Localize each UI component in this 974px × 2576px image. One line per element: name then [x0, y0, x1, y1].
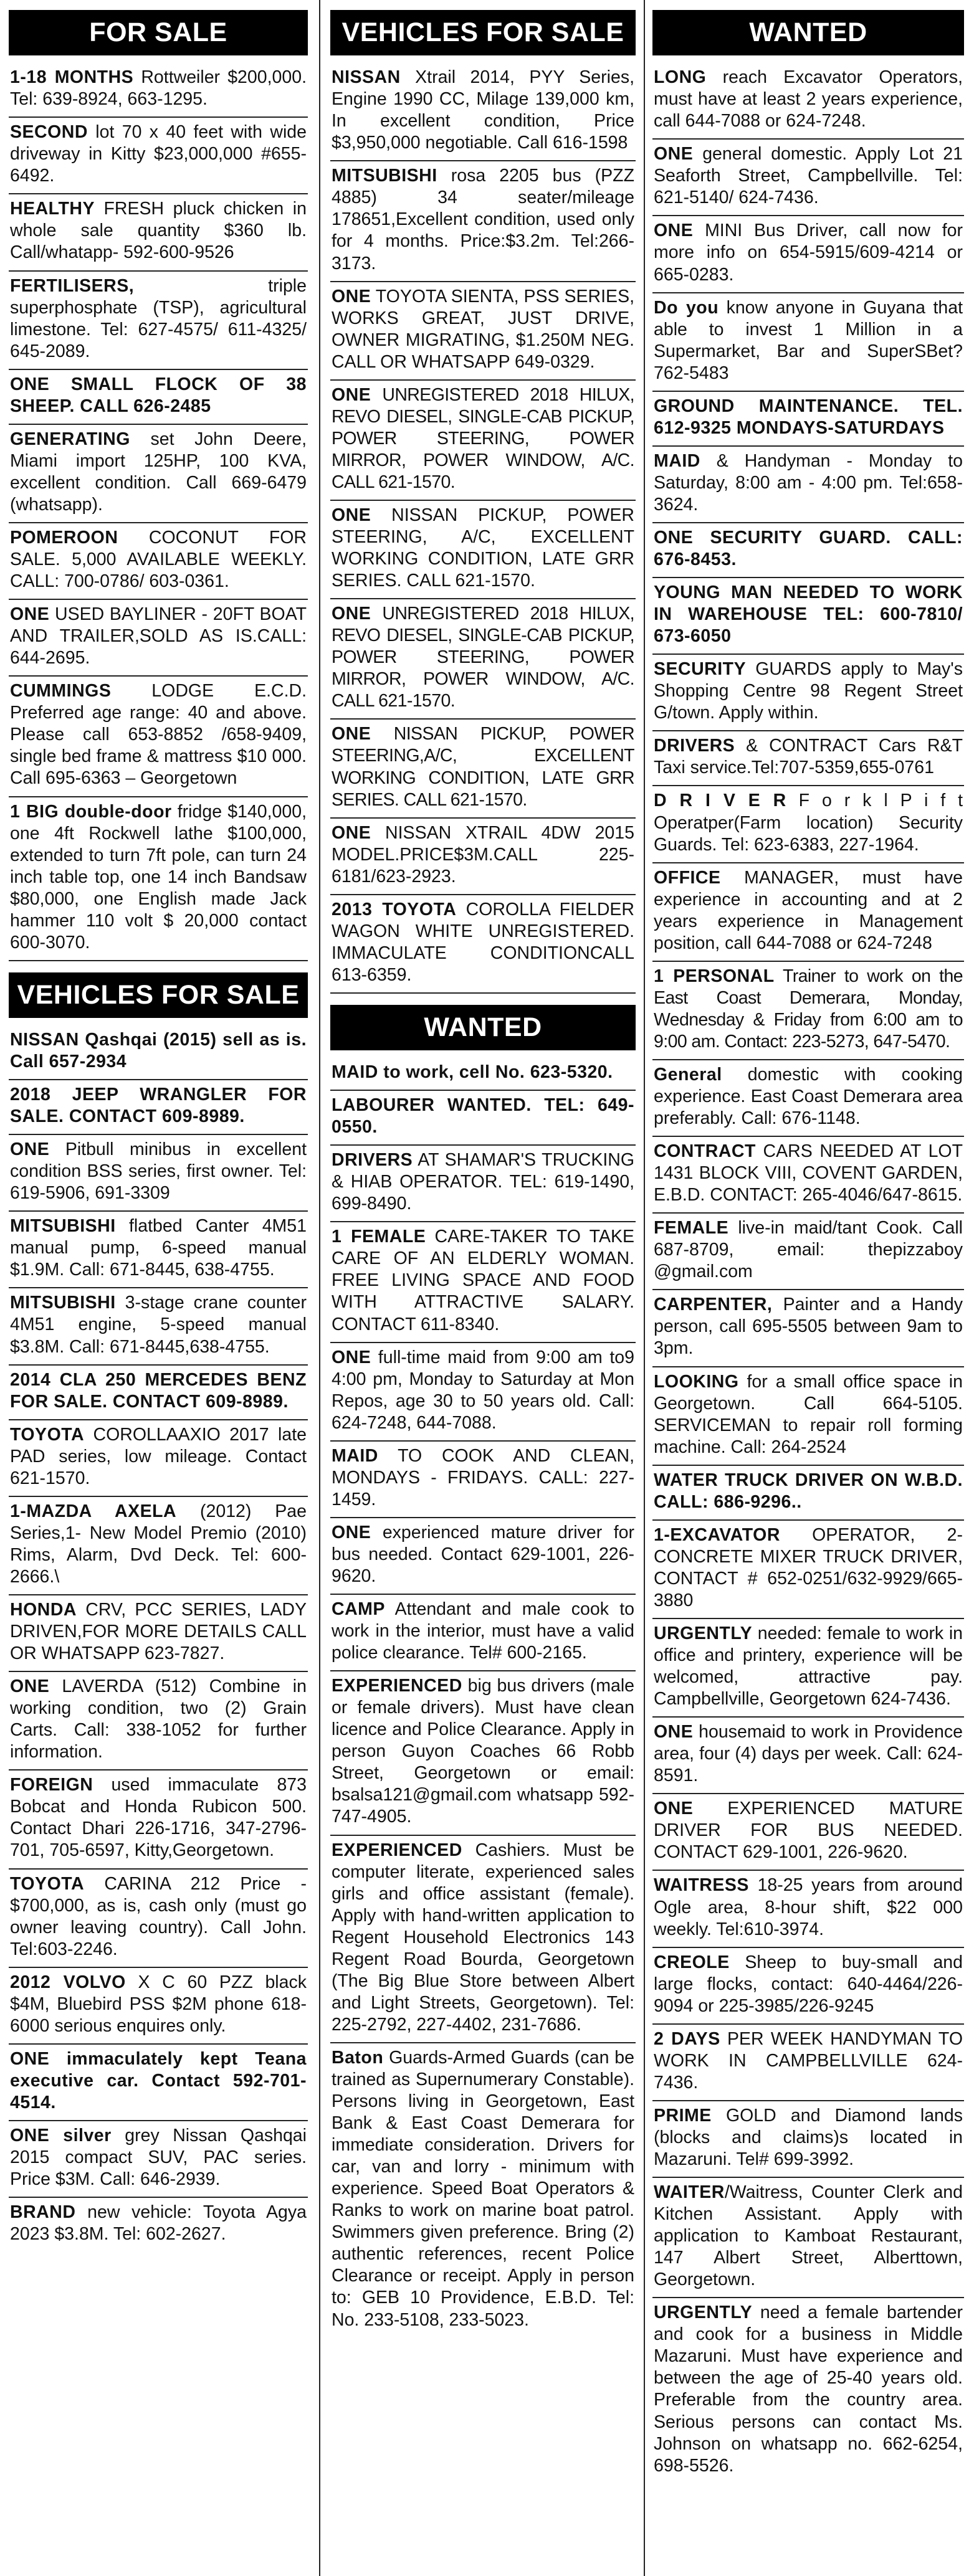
ad-body-text: housemaid to work in Providence area, four (4) days per week. Call: 624-8591.	[654, 1722, 963, 1786]
classified-ad	[652, 523, 964, 578]
ad-body-text: MINI Bus Driver, call now for more info on 654-5915/609-4214 or 665-0283.	[654, 221, 963, 285]
classified-ad	[652, 1367, 964, 1466]
ad-lead-text: ONE	[10, 604, 50, 625]
ad-body-text: LODGE E.C.D. Preferred age range: 40 and above. Please call 653-8852 /658-9409, single bed frame & mattress $10 000. Call 695-6363 – Georgetown	[10, 681, 307, 789]
ad-lead-text: 2012 VOLVO	[10, 1972, 126, 1992]
ad-body-text: CARE-TAKER TO TAKE CARE OF AN ELDERLY WOMAN. FREE LIVING SPACE AND FOOD WITH ATTRACTIVE SALARY. CONTACT 611-8340.	[332, 1227, 634, 1334]
classified-ad	[9, 523, 308, 600]
ad-lead-text: EXPERIENCED	[332, 1840, 462, 1860]
ad-lead-text: ONE	[654, 1799, 694, 1819]
ad-body-text: Painter and a Handy person, call 695-5505 between 9am to 3pm.	[654, 1295, 963, 1359]
ad-lead-text: LOOKING	[654, 1371, 739, 1392]
ad-lead-text: ONE	[10, 1139, 50, 1160]
ad-lead-text: 1 FEMALE	[332, 1227, 426, 1247]
ad-body-text: Cashiers. Must be computer literate, experienced sales girls and office assistant (female). Apply with hand-written application to Regent Household Electronics 143 Regent Road Bourda, Georgetown (The Big Blue Store between Albert and Light Streets, Georgetown). Tel: 225-2792, 227-4402, 231-7686.	[332, 1840, 634, 2035]
classified-ad	[652, 962, 964, 1060]
classified-ad	[652, 2025, 964, 2101]
ad-lead-text: FOREIGN	[10, 1775, 93, 1795]
ad-lead-text: ONE	[654, 1722, 694, 1742]
ad-body-text: reach Excavator Operators, must have at least 2 years experience, call 644-7088 or 624-7248.	[654, 67, 963, 131]
ad-lead-text: ONE	[332, 1347, 371, 1367]
classified-ad	[9, 1080, 308, 1135]
classified-ad	[9, 1288, 308, 1365]
classified-ad	[330, 63, 636, 161]
ad-body-text: NISSAN XTRAIL 4DW 2015 MODEL.PRICE$3M.CALL 225-6181/623-2923.	[332, 822, 634, 886]
ad-lead-text: ONE SMALL FLOCK OF 38 SHEEP. CALL 626-2485	[10, 374, 307, 416]
ad-lead-text: CAMP	[332, 1599, 385, 1620]
classified-ad	[652, 2178, 964, 2298]
ad-lead-text: 2018 JEEP WRANGLER FOR SALE. CONTACT 609-8989.	[10, 1085, 307, 1127]
ad-lead-text: CUMMINGS	[10, 681, 112, 701]
ad-lead-text: NISSAN Qashqai (2015) sell as is. Call 657-2934	[10, 1029, 307, 1072]
ad-lead-text: CARPENTER,	[654, 1295, 773, 1315]
ad-lead-text: BRAND	[10, 2202, 76, 2223]
ad-lead-text: YOUNG MAN NEEDED TO WORK IN WAREHOUSE TEL: 600-7810/ 673-6050	[654, 582, 963, 647]
ad-lead-text: TOYOTA	[10, 1873, 85, 1894]
ad-lead-text: WATER TRUCK DRIVER ON W.B.D. CALL: 686-9296..	[654, 1470, 963, 1512]
classified-ad	[652, 216, 964, 293]
classified-ad	[330, 895, 636, 994]
ad-body-text: LAVERDA (512) Combine in working condition, two (2) Grain Carts. Call: 338-1052 for further information.	[10, 1676, 307, 1762]
ad-body-text: GUARDS apply to May's Shopping Centre 98 Regent Street G/town. Apply within.	[654, 659, 963, 723]
classified-ad	[9, 1135, 308, 1212]
classified-ad	[330, 1146, 636, 1222]
classified-ad	[652, 2298, 964, 2483]
classified-ad	[330, 2043, 636, 2337]
ad-body-text: FRESH pluck chicken in whole sale quantity $360 lb. Call/whatapp- 592-600-9526	[10, 199, 307, 263]
section-header: FOR SALE	[9, 10, 308, 55]
ad-lead-text: MITSUBISHI	[10, 1293, 116, 1313]
classified-ad	[9, 1870, 308, 1968]
column-divider	[319, 0, 320, 2576]
classified-ad	[652, 1137, 964, 1214]
ad-body-text: used immaculate 873 Bobcat and Honda Rubicon 500. Contact Dhari 226-1716, 347-2796-701, 705-6597, Kitty,Georgetown.	[10, 1775, 307, 1861]
ad-lead-text: OFFICE	[654, 867, 721, 888]
ad-lead-text: ONE	[332, 384, 371, 405]
ad-lead-text: SECOND	[10, 122, 88, 143]
ad-lead-text: 1-MAZDA AXELA	[10, 1501, 177, 1521]
ad-body-text: CARINA 212 Price - $700,000, as is, cash only (must go owner leaving country). Call John. Tel:603-2246.	[10, 1873, 307, 1959]
ad-body-text: MANAGER, must have experience in accounting and at 2 years experience in Management position, call 644-7088 or 624-7248	[654, 867, 963, 953]
classified-ad	[652, 1948, 964, 2025]
classified-ad	[9, 1420, 308, 1497]
section-header: WANTED	[330, 1005, 636, 1050]
classified-ad	[9, 600, 308, 677]
ad-body-text: 18-25 years from around Ogle area, 8-hour shift, $22 000 weekly. Tel:610-3974.	[654, 1875, 963, 1939]
ad-body-text: Pitbull minibus in excellent condition BSS series, first owner. Tel: 619-5906, 691-3309	[10, 1139, 307, 1204]
ad-body-text: GOLD and Diamond lands (blocks and claims)s located in Mazaruni. Tel# 699-3992.	[654, 2105, 963, 2169]
column-1	[9, 0, 308, 2251]
ad-body-text: live-in maid/tant Cook. Call 687-8709, email: thepizzaboy @gmail.com	[654, 1218, 963, 1282]
ad-body-text: NISSAN PICKUP, POWER STEERING,A/C, EXCELLENT WORKING CONDITION, LATE GRR SERIES. CALL 621-1570.	[332, 724, 634, 810]
ad-body-text: & CONTRACT Cars R&T Taxi service.Tel:707-5359,655-0761	[654, 736, 963, 778]
ad-lead-text: URGENTLY	[654, 2303, 753, 2323]
classified-ad	[652, 863, 964, 962]
classified-ad	[330, 720, 636, 818]
ad-body-text: /Waitress, Counter Clerk and Kitchen Assistant. Apply with application to Kamboat Restaurant, 147 Albert Street, Alberttown, Georgetown.	[654, 2182, 963, 2290]
ad-lead-text: CONTRACT	[654, 1141, 756, 1162]
ad-lead-text: MITSUBISHI	[332, 166, 437, 186]
section-header: VEHICLES FOR SALE	[330, 10, 636, 55]
ad-lead-text: ONE silver	[10, 2125, 112, 2146]
ad-body-text: know anyone in Guyana that able to invest 1 Million in a Supermarket, Bar and SuperSBet? 762-5483	[654, 297, 963, 383]
ad-lead-text: GROUND MAINTENANCE. TEL. 612-9325 MONDAYS-SATURDAYS	[654, 396, 963, 438]
ad-lead-text: 2014 CLA 250 MERCEDES BENZ FOR SALE. CONTACT 609-8989.	[10, 1369, 307, 1412]
ad-lead-text: ONE	[654, 144, 694, 164]
ad-body-text: CRV, PCC SERIES, LADY DRIVEN,FOR MORE DETAILS CALL OR WHATSAPP 623-7827.	[10, 1600, 307, 1664]
ad-body-text: lot 70 x 40 feet with wide driveway in Kitty $23,000,000 #655-6492.	[10, 122, 307, 186]
ad-body-text: EXPERIENCED MATURE DRIVER FOR BUS NEEDED. CONTACT 629-1001, 226-9620.	[654, 1799, 963, 1863]
ad-lead-text: 2 DAYS	[654, 2028, 720, 2049]
classified-ad	[9, 1672, 308, 1770]
classified-ad	[330, 381, 636, 501]
ad-lead-text: 1 PERSONAL	[654, 966, 775, 986]
classified-ad	[9, 194, 308, 271]
ad-body-text: CARS NEEDED AT LOT 1431 BLOCK VIII, COVENT GARDEN, E.B.D. CONTACT: 265-4046/647-8615.	[654, 1141, 963, 1205]
ad-lead-text: ONE	[332, 822, 371, 843]
classified-ad	[652, 1871, 964, 1947]
classified-ad	[652, 1214, 964, 1290]
ad-body-text: UNREGISTERED 2018 HILUX, REVO DIESEL, SINGLE-CAB PICKUP, POWER STEERING, POWER MIRROR, POWER WINDOW, A/C. CALL 621-1570.	[332, 604, 634, 711]
ad-lead-text: MITSUBISHI	[10, 1216, 116, 1237]
ad-lead-text: General	[654, 1064, 722, 1085]
ad-lead-text: GENERATING	[10, 429, 130, 449]
classified-ad	[652, 1794, 964, 1871]
ad-body-text: NISSAN PICKUP, POWER STEERING, A/C, EXCELLENT WORKING CONDITION, LATE GRR SERIES. CALL 621-1570.	[332, 505, 634, 591]
ad-lead-text: LABOURER WANTED. TEL: 649-0550.	[332, 1095, 634, 1138]
ad-body-text: TOYOTA SIENTA, PSS SERIES, WORKS GREAT, JUST DRIVE, OWNER MIGRATING, $1.250M NEG. CALL OR WHATSAPP 649-0329.	[332, 286, 634, 372]
classified-ad	[330, 1836, 636, 2043]
classified-ad	[652, 786, 964, 863]
classified-ad	[9, 1770, 308, 1869]
classified-ad	[9, 425, 308, 523]
classified-ad	[652, 63, 964, 140]
ad-lead-text: ONE SECURITY GUARD. CALL: 676-8453.	[654, 527, 963, 570]
classified-ad	[9, 1968, 308, 2045]
ad-body-text: Sheep to buy-small and large flocks, contact: 640-4464/226-9094 or 225-3985/226-9245	[654, 1952, 963, 2016]
ad-body-text: PER WEEK HANDYMAN TO WORK IN CAMPBELLVILLE 624-7436.	[654, 2028, 963, 2093]
classified-ad	[9, 63, 308, 118]
ad-body-text: (2012) Pae Series,1- New Model Premio (2010) Rims, Alarm, Dvd Deck. Tel: 600-2666.\	[10, 1501, 307, 1587]
ad-body-text: 3-stage crane counter 4M51 engine, 5-speed manual $3.8M. Call: 671-8445,638-4755.	[10, 1293, 307, 1357]
classified-ad	[652, 731, 964, 786]
ad-body-text: UNREGISTERED 2018 HILUX, REVO DIESEL, SINGLE-CAB PICKUP, POWER STEERING, POWER MIRROR, POWER WINDOW, A/C. CALL 621-1570.	[332, 384, 634, 492]
ad-body-text: Xtrail 2014, PYY Series, Engine 1990 CC, Milage 139,000 km, In excellent condition, Price $3,950,000 negotiable. Call 616-1598	[332, 67, 634, 153]
section-header: WANTED	[652, 10, 964, 55]
ad-lead-text: FEMALE	[654, 1218, 729, 1238]
classified-ad	[330, 282, 636, 381]
ad-lead-text: 2013 TOYOTA	[332, 899, 457, 920]
classified-ad	[652, 2101, 964, 2178]
ad-body-text: fridge $140,000, one 4ft Rockwell lathe $100,000, extended to turn 7ft pole, can turn 24 inch table top, one 14 inch Bandsaw $80,000, one English made Jack hammer 110 volt $ 20,000 contact 600-3070.	[10, 801, 307, 953]
classified-ad	[9, 677, 308, 797]
classified-ad	[9, 2198, 308, 2251]
ad-body-text: grey Nissan Qashqai 2015 compact SUV, PAC series. Price $3M. Call: 646-2939.	[10, 2125, 307, 2190]
classified-ad	[9, 1025, 308, 1080]
column-2	[330, 0, 636, 2337]
ad-lead-text: CREOLE	[654, 1952, 730, 1972]
ad-body-text: F o r k l P i f t Operatper(Farm location) Security Guards. Tel: 623-6383, 227-1964.	[654, 791, 963, 855]
column-3	[652, 0, 964, 2483]
ad-body-text: Attendant and male cook to work in the interior, must have a valid police clearance. Tel# 600-2165.	[332, 1599, 634, 1663]
classified-ad	[9, 272, 308, 370]
ad-lead-text: NISSAN	[332, 67, 401, 88]
ad-lead-text: ONE	[10, 1676, 50, 1697]
classified-ad	[9, 1595, 308, 1672]
ad-body-text: big bus drivers (male or female drivers). Must have clean licence and Police Clearance. Apply in person Guyon Coaches 66 Robb Street, Georgetown or email: bsalsa121@gmail.com whatsapp 592-747-4905.	[332, 1676, 634, 1827]
ad-lead-text: PRIME	[654, 2105, 712, 2126]
classified-ad	[330, 819, 636, 895]
ad-lead-text: Baton	[332, 2047, 384, 2068]
classified-ad	[330, 599, 636, 720]
classified-ad	[652, 1521, 964, 1619]
classified-ad	[330, 161, 636, 282]
ad-lead-text: HEALTHY	[10, 199, 95, 219]
classified-ad	[330, 1343, 636, 1442]
ad-body-text: set John Deere, Miami import 125HP, 100 KVA, excellent condition. Call 669-6479 (whatsapp).	[10, 429, 307, 515]
ad-body-text: COROLLAAXIO 2017 late PAD series, low mileage. Contact 621-1570.	[10, 1424, 307, 1488]
classified-ad	[652, 1718, 964, 1794]
classified-ad	[652, 1619, 964, 1718]
classified-ad	[9, 1366, 308, 1420]
ad-lead-text: ONE	[332, 604, 371, 624]
ad-body-text: OPERATOR, 2- CONCRETE MIXER TRUCK DRIVER, CONTACT # 652-0251/632-9929/665-3880	[654, 1524, 963, 1610]
ad-lead-text: ONE	[332, 505, 371, 525]
classified-ad	[330, 1595, 636, 1671]
ad-body-text: TO COOK AND CLEAN, MONDAYS - FRIDAYS. CALL: 227-1459.	[332, 1445, 634, 1509]
ad-body-text: USED BAYLINER - 20FT BOAT AND TRAILER,SOLD AS IS.CALL: 644-2695.	[10, 604, 307, 668]
ad-body-text: X C 60 PZZ black $4M, Bluebird PSS $2M phone 618-6000 serious enquires only.	[10, 1972, 307, 2036]
classified-ad	[652, 447, 964, 523]
ad-body-text: & Handyman - Monday to Saturday, 8:00 am - 4:00 pm. Tel:658-3624.	[654, 450, 963, 515]
ad-body-text: COCONUT FOR SALE. 5,000 AVAILABLE WEEKLY. CALL: 700-0786/ 603-0361.	[10, 527, 307, 592]
ad-lead-text: ONE	[332, 1522, 371, 1542]
ad-body-text: flatbed Canter 4M51 manual pump, 6-speed manual $1.9M. Call: 671-8445, 638-4755.	[10, 1216, 307, 1280]
classified-ad	[9, 2121, 308, 2198]
ad-body-text: new vehicle: Toyota Agya 2023 $3.8M. Tel: 602-2627.	[10, 2202, 307, 2245]
ad-lead-text: FERTILISERS,	[10, 275, 135, 296]
classified-ad	[652, 1060, 964, 1137]
ad-body-text: domestic with cooking experience. East Coast Demerara area preferably. Call: 676-1148.	[654, 1064, 963, 1129]
ad-lead-text: URGENTLY	[654, 1623, 753, 1643]
classified-ad	[9, 118, 308, 194]
ad-lead-text: WAITER	[654, 2182, 725, 2203]
classified-ad	[330, 1518, 636, 1595]
ad-body-text: Trainer to work on the East Coast Demerara, Monday, Wednesday & Friday from 6:00 am to 9:00 am. Contact: 223-5273, 647-5470.	[654, 966, 963, 1052]
classified-ad	[9, 1497, 308, 1595]
ad-body-text: rosa 2205 bus (PZZ 4885) 34 seater/mileage 178651,Excellent condition, used only for 4 months. Price:$3.2m. Tel:266-3173.	[332, 166, 634, 273]
ad-lead-text: WAITRESS	[654, 1875, 749, 1896]
classified-ad	[652, 293, 964, 392]
ad-lead-text: MAID to work, cell No. 623-5320.	[332, 1062, 613, 1083]
ad-body-text: Guards-Armed Guards (can be trained as Supernumerary Constable). Persons living in Georgetown, East Bank & East Coast Demerara for immediate consideration. Drivers for car, van and lorry - minimum with experience. Speed Boat Operators & Ranks to work on marine boat patrol. Swimmers given preference. Bring (2) authentic references, recent Police Clearance or receipt. Apply in person to: GEB 10 Providence, E.B.D. Tel: No. 233-5108, 233-5023.	[332, 2047, 634, 2330]
section-header: VEHICLES FOR SALE	[9, 972, 308, 1018]
classified-ad	[9, 1212, 308, 1288]
ad-body-text: Rottweiler $200,000. Tel: 639-8924, 663-1295.	[10, 67, 307, 110]
ad-lead-text: MAID	[332, 1445, 378, 1466]
classified-ad	[330, 1442, 636, 1518]
ad-lead-text: ONE immaculately kept Teana executive car. Contact 592-701-4514.	[10, 2048, 307, 2113]
ad-body-text: needed: female to work in office and printery, experience will be welcomed, attractive pay. Campbellville, Georgetown 624-7436.	[654, 1623, 963, 1709]
classified-ad	[330, 1671, 636, 1835]
ad-body-text: need a female bartender and cook for a business in Middle Mazaruni. Must have experience and between the age of 25-40 years old. Preferable from the country area. Serious persons can contact Ms. Johnson on whatsapp no. 662-6254, 698-5526.	[654, 2303, 963, 2476]
column-divider	[644, 0, 645, 2576]
classified-ad	[9, 2045, 308, 2121]
ad-lead-text: 1 BIG double-door	[10, 801, 172, 822]
ad-lead-text: LONG	[654, 67, 707, 88]
ad-lead-text: 1-18 MONTHS	[10, 67, 134, 88]
ad-body-text: general domestic. Apply Lot 21 Seaforth Street, Campbellville. Tel: 621-5140/ 624-7436.	[654, 144, 963, 208]
classified-ad	[652, 655, 964, 731]
ad-lead-text: DRIVERS	[332, 1150, 413, 1171]
classified-ad	[9, 797, 308, 961]
ad-lead-text: ONE	[332, 286, 371, 307]
ad-body-text: experienced mature driver for bus needed. Contact 629-1001, 226-9620.	[332, 1522, 634, 1586]
ad-lead-text: TOYOTA	[10, 1424, 85, 1445]
ad-body-text: AT SHAMAR'S TRUCKING & HIAB OPERATOR. TEL: 619-1490, 699-8490.	[332, 1150, 634, 1214]
classified-ad	[330, 1222, 636, 1343]
classified-ad	[330, 1091, 636, 1146]
ad-lead-text: SECURITY	[654, 659, 747, 680]
ad-lead-text: POMEROON	[10, 527, 118, 548]
ad-lead-text: EXPERIENCED	[332, 1676, 462, 1696]
classified-ad	[652, 578, 964, 655]
classified-ad	[652, 392, 964, 447]
classified-ad	[652, 1466, 964, 1521]
classified-ad	[330, 1058, 636, 1091]
ad-body-text: full-time maid from 9:00 am to9 4:00 pm, Monday to Saturday at Mon Repos, age 30 to 50 years old. Call: 624-7248, 644-7088.	[332, 1347, 634, 1433]
ad-lead-text: ONE	[332, 724, 371, 744]
classified-ad	[652, 1290, 964, 1367]
classified-ad	[9, 370, 308, 425]
ad-lead-text: HONDA	[10, 1600, 77, 1620]
classified-ad	[330, 501, 636, 599]
ad-lead-text: MAID	[654, 450, 700, 471]
ad-lead-text: DRIVERS	[654, 736, 735, 756]
ad-lead-text: D R I V E R	[654, 791, 786, 811]
classified-ad	[652, 140, 964, 216]
ad-body-text: COROLLA FIELDER WAGON WHITE UNREGISTERED. IMMACULATE CONDITIONCALL 613-6359.	[332, 899, 634, 985]
ad-lead-text: 1-EXCAVATOR	[654, 1524, 780, 1545]
ad-lead-text: ONE	[654, 221, 694, 241]
ad-body-text: for a small office space in Georgetown. Call 664-5105. SERVICEMAN to repair roll forming machine. Call: 264-2524	[654, 1371, 963, 1457]
ad-body-text: triple superphosphate (TSP), agricultural limestone. Tel: 627-4575/ 611-4325/ 645-2089.	[10, 275, 307, 361]
ad-lead-text: Do you	[654, 297, 719, 318]
